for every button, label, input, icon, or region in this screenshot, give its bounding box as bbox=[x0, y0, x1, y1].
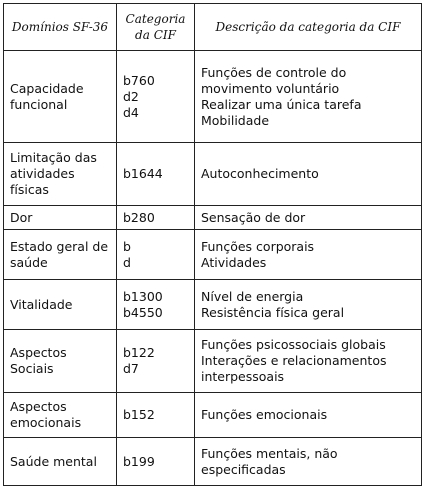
cell-code: b d bbox=[117, 230, 195, 280]
cell-code: b1300 b4550 bbox=[117, 280, 195, 330]
table-header-row bbox=[4, 4, 422, 51]
cell-description: Sensação de dor bbox=[195, 206, 422, 230]
cell-description: Funções de controle do movimento voluntário Realizar uma única tarefa Mobilidade bbox=[195, 51, 422, 143]
header-cif-category: Categoria da CIF bbox=[117, 4, 195, 51]
cell-code: b280 bbox=[117, 206, 195, 230]
cell-description: Autoconhecimento bbox=[195, 143, 422, 206]
table-row bbox=[4, 51, 422, 143]
cell-domain: Estado geral de saúde bbox=[4, 230, 117, 280]
table-row bbox=[4, 206, 422, 230]
cell-domain: Capacidade funcional bbox=[4, 51, 117, 143]
cell-domain: Vitalidade bbox=[4, 280, 117, 330]
cell-domain: Saúde mental bbox=[4, 438, 117, 486]
header-cif-description: Descrição da categoria da CIF bbox=[195, 4, 422, 51]
cell-code: b1644 bbox=[117, 143, 195, 206]
cell-description: Funções psicossociais globais Interações e relacionamentos interpessoais bbox=[195, 330, 422, 393]
cell-code: b122 d7 bbox=[117, 330, 195, 393]
cell-code: b199 bbox=[117, 438, 195, 486]
cell-description: Nível de energia Resistência física geral bbox=[195, 280, 422, 330]
cell-code: b152 bbox=[117, 393, 195, 438]
cell-domain: Limitação das atividades físicas bbox=[4, 143, 117, 206]
table-row bbox=[4, 280, 422, 330]
cell-description: Funções corporais Atividades bbox=[195, 230, 422, 280]
cell-code: b760 d2 d4 bbox=[117, 51, 195, 143]
table-row bbox=[4, 330, 422, 393]
cell-domain: Aspectos Sociais bbox=[4, 330, 117, 393]
cell-domain: Dor bbox=[4, 206, 117, 230]
cell-description: Funções emocionais bbox=[195, 393, 422, 438]
table-row bbox=[4, 438, 422, 486]
cell-domain: Aspectos emocionais bbox=[4, 393, 117, 438]
header-sf36-domains: Domínios SF-36 bbox=[4, 4, 117, 51]
table-row bbox=[4, 143, 422, 206]
table-row bbox=[4, 393, 422, 438]
cell-description: Funções mentais, não especificadas bbox=[195, 438, 422, 486]
table-row bbox=[4, 230, 422, 280]
sf36-cif-table bbox=[3, 3, 422, 486]
